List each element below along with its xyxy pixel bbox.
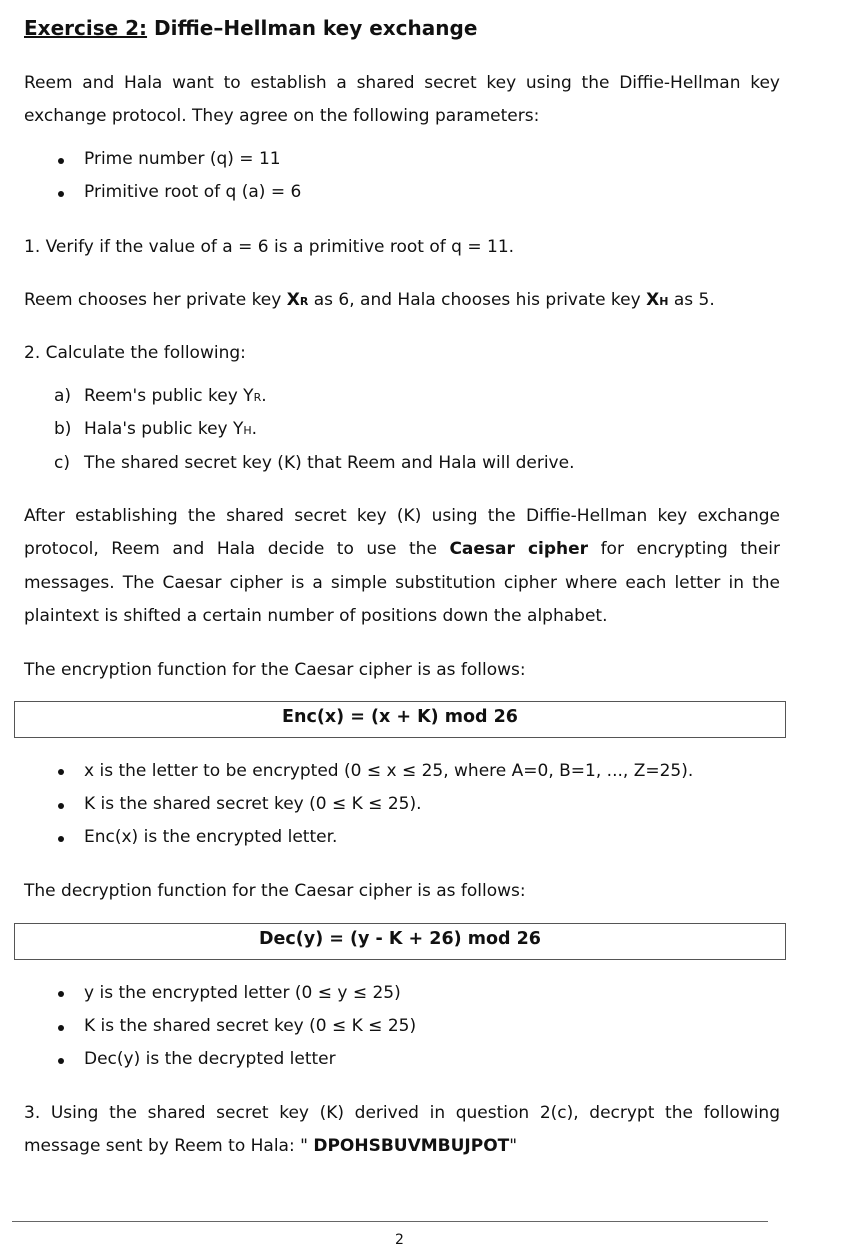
decryption-intro: The decryption function for the Caesar cipher is as follows: bbox=[24, 881, 526, 901]
exercise-topic: Diffie–Hellman key exchange bbox=[154, 16, 478, 40]
private-keys-text: Reem chooses her private key bbox=[24, 290, 287, 310]
param-item: Prime number (q) = 11 bbox=[84, 149, 281, 169]
private-keys-text: as 6, and Hala chooses his private key bbox=[308, 290, 647, 310]
bullet-icon bbox=[58, 803, 64, 809]
list-item-text: Hala's public key YH. bbox=[84, 419, 258, 439]
list-item-text: Reem's public key YR. bbox=[84, 386, 267, 406]
list-item bbox=[54, 447, 70, 480]
encryption-formula: Enc(x) = (x + K) mod 26 bbox=[14, 701, 786, 738]
bullet-item: Dec(y) is the decrypted letter bbox=[84, 1049, 336, 1069]
bullet-icon bbox=[58, 1025, 64, 1031]
bullet-icon bbox=[58, 836, 64, 842]
bullet-item: Enc(x) is the encrypted letter. bbox=[84, 827, 338, 847]
bullet-item: K is the shared secret key (0 ≤ K ≤ 25) bbox=[84, 1016, 417, 1036]
footer-divider bbox=[12, 1221, 768, 1222]
caesar-cipher-term: Caesar cipher bbox=[449, 539, 589, 560]
bullet-item: x is the letter to be encrypted (0 ≤ x ≤ 25, where A=0, B=1, ..., Z=25). bbox=[84, 761, 694, 781]
bullet-item: y is the encrypted letter (0 ≤ y ≤ 25) bbox=[84, 983, 401, 1003]
xr-symbol: XR bbox=[286, 290, 309, 310]
list-item bbox=[54, 413, 71, 446]
question-1: 1. Verify if the value of a = 6 is a primitive root of q = 11. bbox=[24, 237, 515, 257]
list-item-text: The shared secret key (K) that Reem and Hala will derive. bbox=[84, 453, 575, 473]
caesar-paragraph: After establishing the shared secret key (K) using the Diffie-Hellman key exchange protocol, Reem and Hala decide to use the Caesar cipher for encrypting their messages. The Caesar cipher is a simple substitution cipher where each letter in the plaintext is shifted a certain number of positions down the alphabet. bbox=[24, 506, 780, 627]
page-number: 2 bbox=[395, 1232, 404, 1248]
param-item: Primitive root of q (a) = 6 bbox=[84, 182, 302, 202]
intro-paragraph: Reem and Hala want to establish a shared secret key using the Diffie-Hellman key exchange protocol. They agree on the following parameters: bbox=[24, 73, 780, 127]
private-keys-sentence bbox=[24, 284, 715, 318]
item-marker: a) bbox=[54, 386, 72, 406]
bullet-icon bbox=[58, 991, 64, 997]
bullet-item: K is the shared secret key (0 ≤ K ≤ 25). bbox=[84, 794, 422, 814]
list-item bbox=[54, 380, 71, 413]
bullet-icon bbox=[58, 769, 64, 775]
bullet-icon bbox=[58, 191, 64, 197]
question-3: 3. Using the shared secret key (K) derived in question 2(c), decrypt the following message sent by Reem to Hala: " DPOHSBUVMBUJPOT" bbox=[24, 1103, 780, 1157]
cipher-text: DPOHSBUVMBUJPOT bbox=[313, 1136, 510, 1157]
private-keys-text: as 5. bbox=[668, 290, 715, 310]
question-2-heading: 2. Calculate the following: bbox=[24, 343, 246, 363]
item-marker: b) bbox=[54, 419, 72, 439]
bullet-icon bbox=[58, 158, 64, 164]
bullet-icon bbox=[58, 1058, 64, 1064]
item-marker: c) bbox=[54, 453, 70, 473]
xh-symbol: XH bbox=[646, 290, 669, 310]
exercise-label: Exercise 2: bbox=[24, 16, 148, 40]
encryption-intro: The encryption function for the Caesar cipher is as follows: bbox=[24, 660, 526, 680]
exercise-title bbox=[24, 16, 477, 40]
decryption-formula: Dec(y) = (y - K + 26) mod 26 bbox=[14, 923, 786, 960]
